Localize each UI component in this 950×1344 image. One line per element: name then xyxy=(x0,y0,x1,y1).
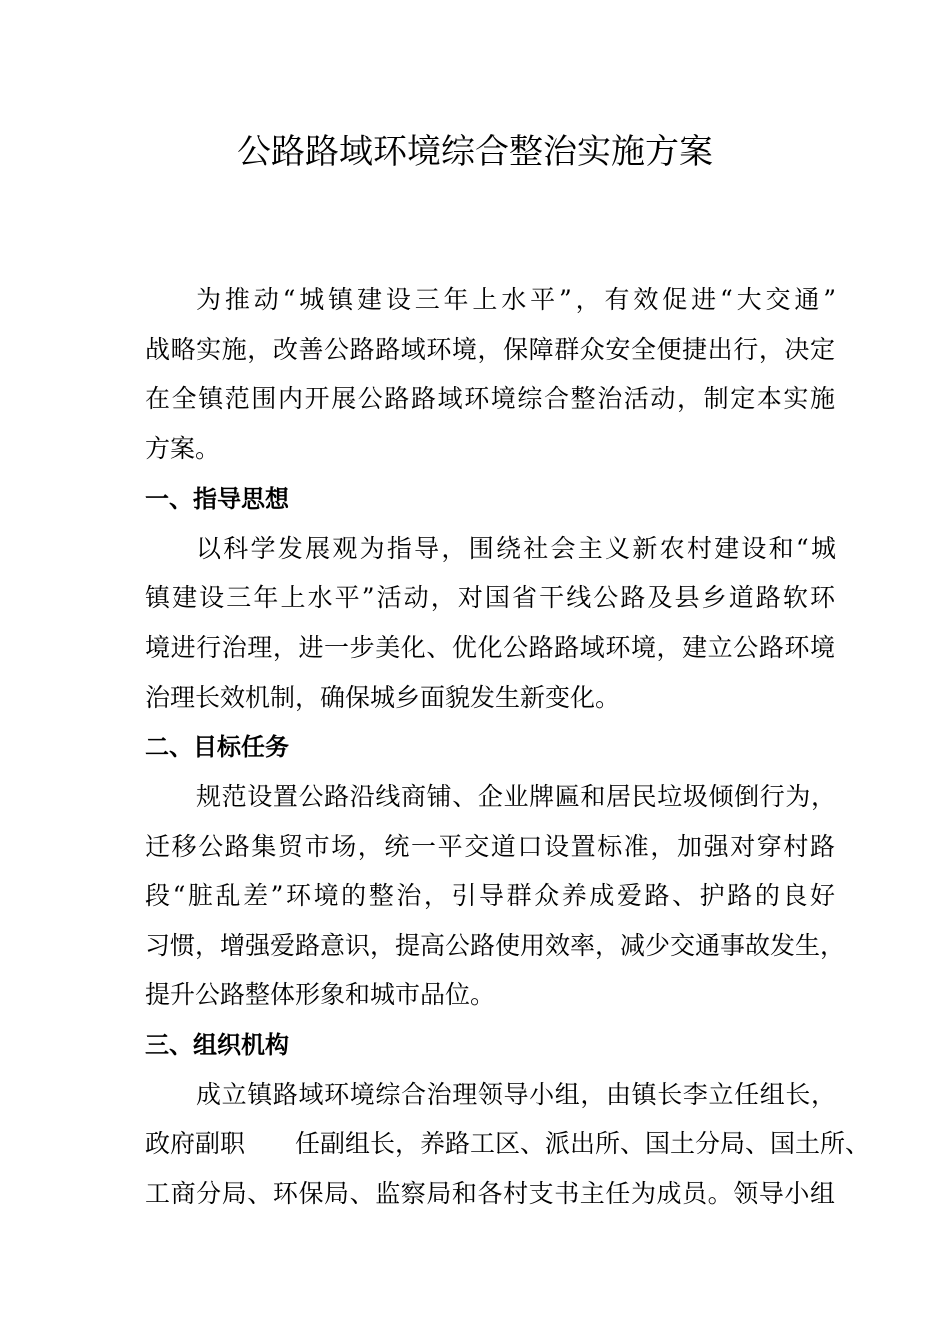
section-2-line-5: 提升公路整体形象和城市品位。 xyxy=(145,980,496,1009)
section-heading-objectives: 二、目标任务 xyxy=(145,733,289,761)
intro-line-3: 在全镇范围内开展公路路域环境综合整治活动，制定本实施 xyxy=(145,384,835,413)
section-1-line-1: 以科学发展观为指导，围绕社会主义新农村建设和“城 xyxy=(196,534,836,563)
section-1-line-3: 境进行治理，进一步美化、优化公路路域环境，建立公路环境 xyxy=(145,633,835,662)
section-2-line-1: 规范设置公路沿线商铺、企业牌匾和居民垃圾倾倒行为， xyxy=(196,782,836,811)
section-heading-organization: 三、组织机构 xyxy=(145,1031,289,1059)
section-2-line-3: 段“脏乱差”环境的整治，引导群众养成爱路、护路的良好 xyxy=(145,881,835,910)
section-3-line-3: 工商分局、环保局、监察局和各村支书主任为成员。领导小组 xyxy=(145,1179,835,1208)
section-2-line-2: 迁移公路集贸市场，统一平交道口设置标准，加强对穿村路 xyxy=(145,832,835,861)
section-3-line-1: 成立镇路域环境综合治理领导小组，由镇长李立任组长， xyxy=(196,1080,836,1109)
section-heading-guiding-ideology: 一、指导思想 xyxy=(145,485,289,513)
document-title: 公路路域环境综合整治实施方案 xyxy=(237,132,713,172)
section-1-line-2: 镇建设三年上水平”活动，对国省干线公路及县乡道路软环 xyxy=(145,583,835,612)
intro-line-4: 方案。 xyxy=(145,434,221,463)
section-1-line-4: 治理长效机制，确保城乡面貌发生新变化。 xyxy=(145,683,621,712)
section-3-line-2: 政府副职 任副组长，养路工区、派出所、国土分局、国土所、 xyxy=(145,1129,871,1158)
intro-line-2: 战略实施，改善公路路域环境，保障群众安全便捷出行，决定 xyxy=(145,335,835,364)
intro-line-1: 为推动“城镇建设三年上水平”，有效促进“大交通” xyxy=(196,285,836,314)
section-2-line-4: 习惯，增强爱路意识，提高公路使用效率，减少交通事故发生， xyxy=(145,931,846,960)
